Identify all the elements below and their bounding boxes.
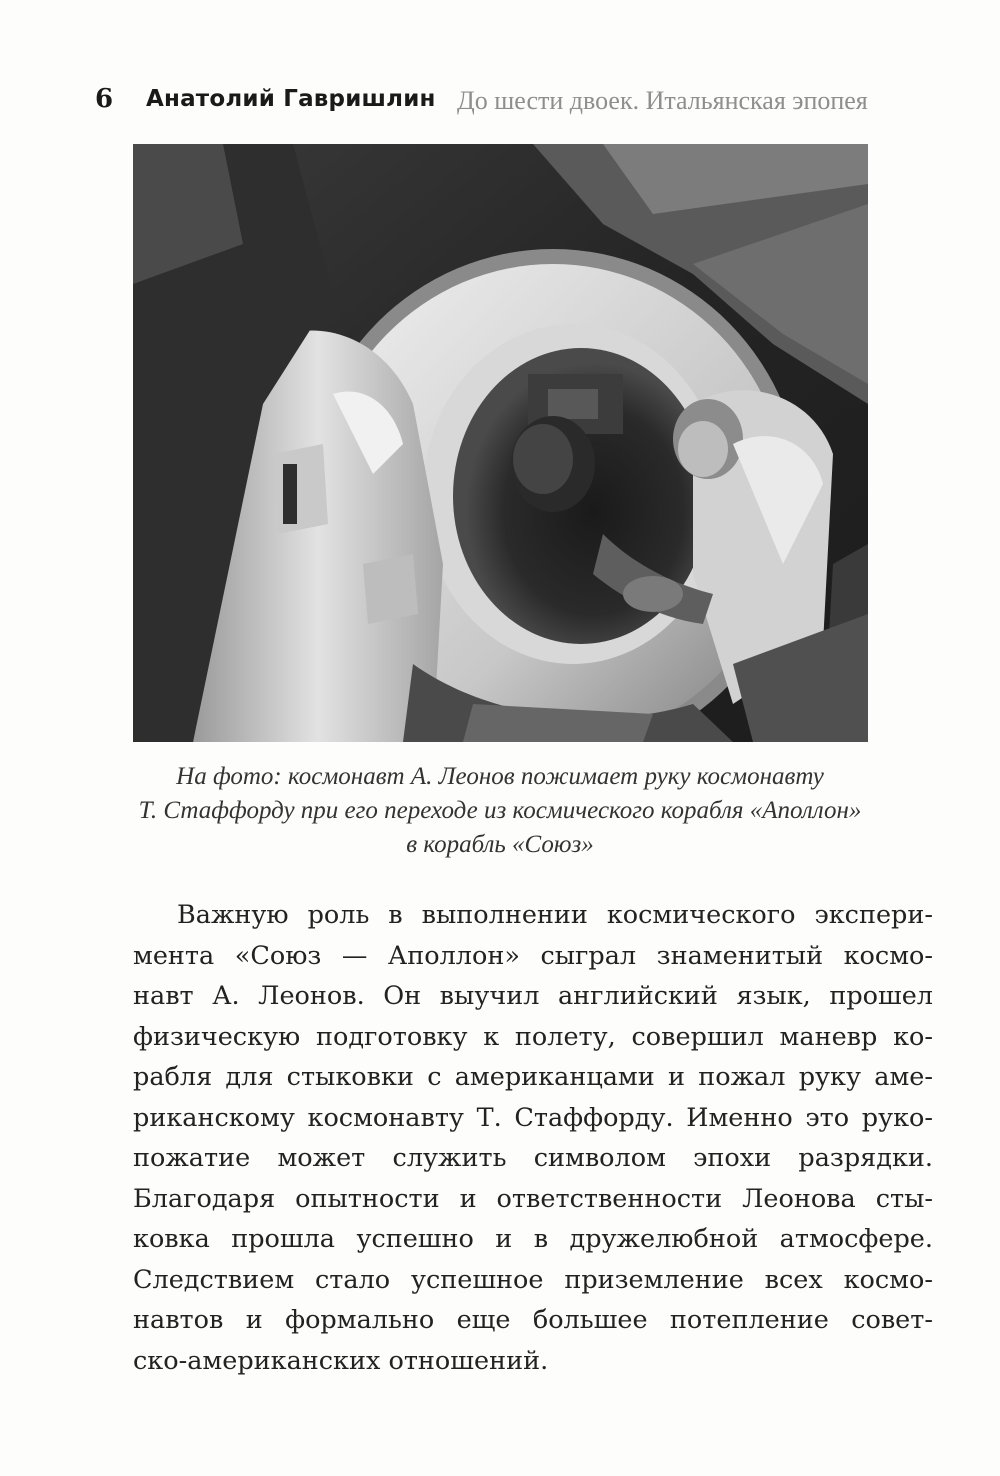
- photo-caption: [110, 760, 890, 862]
- author-name: Анатолий Гавришлин: [146, 86, 436, 112]
- paragraph-line: ско-американских отношений.: [133, 1345, 549, 1376]
- caption-line: Т. Стаффорду при его переходе из космического корабля «Аполлон»: [138, 797, 862, 824]
- photo: [133, 144, 868, 742]
- paragraph-line: физическую подготовку к полету, совершил маневр ко-: [133, 1021, 933, 1052]
- body-paragraph: [133, 895, 933, 1381]
- running-header: [95, 84, 935, 124]
- paragraph-line: рабля для стыковки с американцами и пожал руку аме-: [133, 1062, 933, 1092]
- caption-line: На фото: космонавт А. Леонов пожимает руку космонавту: [176, 763, 824, 790]
- paragraph-line: навтов и формально еще большее потепление совет-: [133, 1305, 933, 1335]
- paragraph-line: риканскому космонавту Т. Стаффорду. Именно это руко-: [133, 1102, 933, 1133]
- page-number: 6: [95, 84, 114, 114]
- paragraph-line: Следствием стало успешное приземление всех космо-: [133, 1264, 933, 1295]
- paragraph-line: мента «Союз — Аполлон» сыграл знаменитый космо-: [133, 940, 933, 971]
- paragraph-line: навт А. Леонов. Он выучил английский язык, прошел: [133, 981, 933, 1011]
- photo-astronauts-handshake-icon: [133, 144, 868, 742]
- paragraph-line: пожатие может служить символом эпохи разрядки.: [133, 1143, 933, 1173]
- paragraph-line: Важную роль в выполнении космического экспери-: [177, 900, 933, 930]
- caption-line: в корабль «Союз»: [406, 831, 594, 858]
- book-title: До шести двоек. Итальянская эпопея: [457, 86, 868, 115]
- paragraph-line: Благодаря опытности и ответственности Леонова сты-: [133, 1183, 933, 1214]
- paragraph-line: ковка прошла успешно и в дружелюбной атмосфере.: [133, 1224, 933, 1254]
